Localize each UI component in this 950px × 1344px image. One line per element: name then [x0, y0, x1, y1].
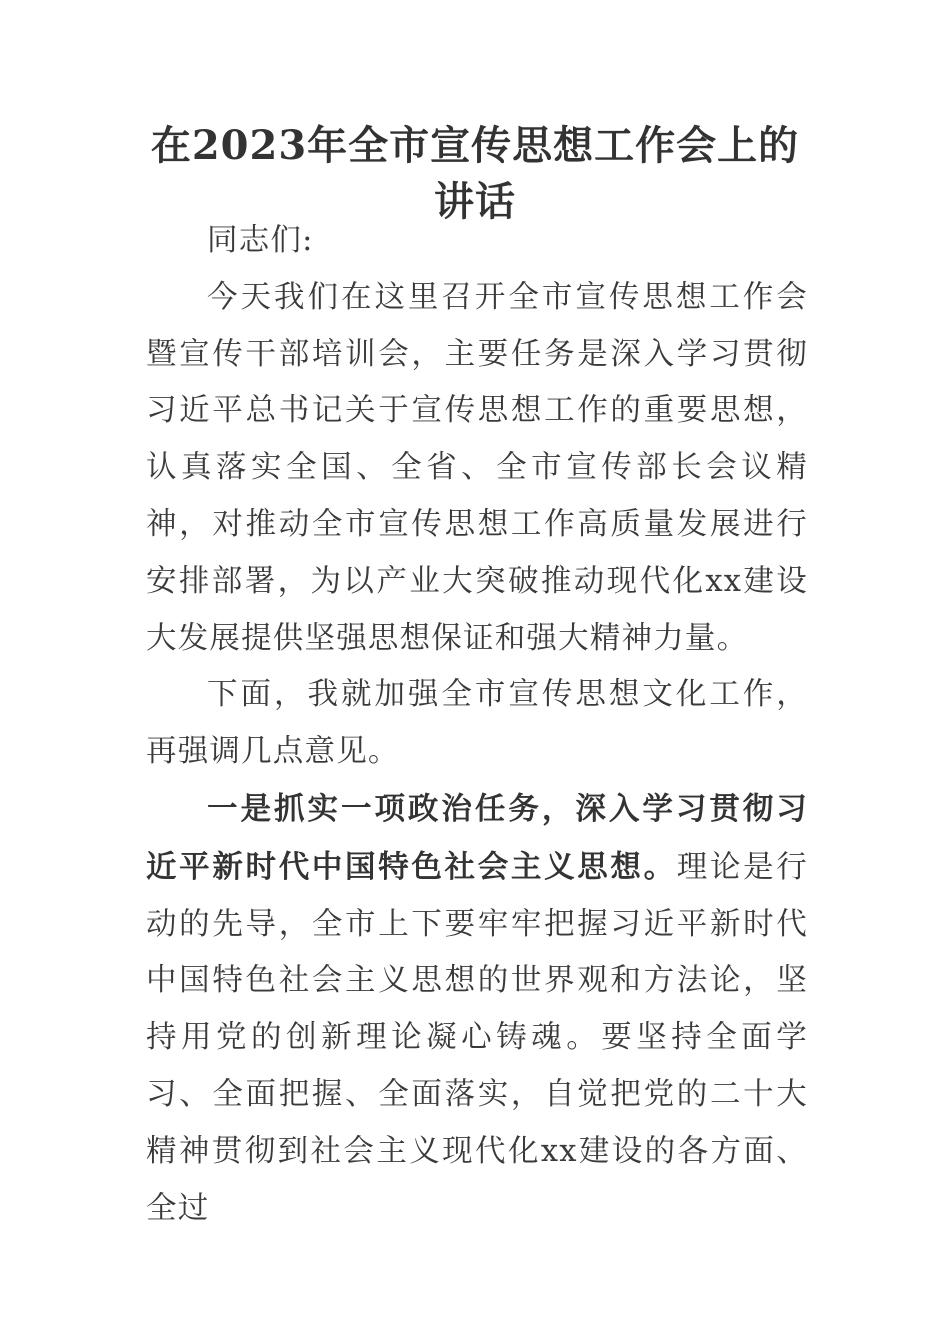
paragraph-intro: 今天我们在这里召开全市宣传思想工作会暨宣传干部培训会，主要任务是深入学习贯彻习近平总书记关于宣传思想工作的重要思想，认真落实全国、全省、全市宣传部长会议精神，对推动全市宣传思想工作高质量发展进行安排部署，为以产业大突破推动现代化xx建设大发展提供坚强思想保证和强大精神力量。 [146, 279, 808, 656]
point-1-heading: 一是抓实一项政治任务，深入学习贯彻习近平新时代中国特色社会主义思想。 [146, 790, 808, 885]
document-body [146, 213, 808, 1237]
title-line-1: 在2023年全市宣传思想工作会上的 [150, 122, 800, 169]
point-1-body: 理论是行动的先导，全市上下要牢牢把握习近平新时代中国特色社会主义思想的世界观和方法论，坚持用党的创新理论凝心铸魂。要坚持全面学习、全面把握、全面落实，自觉把党的二十大精神贯彻到社会主义现代化xx建设的各方面、全过 [146, 849, 808, 1226]
title-line-2: 讲话 [434, 178, 516, 225]
paragraph-point-1 [146, 781, 808, 1237]
paragraph-transition: 下面，我就加强全市宣传思想文化工作，再强调几点意见。 [146, 677, 808, 770]
salutation: 同志们: [207, 223, 314, 258]
